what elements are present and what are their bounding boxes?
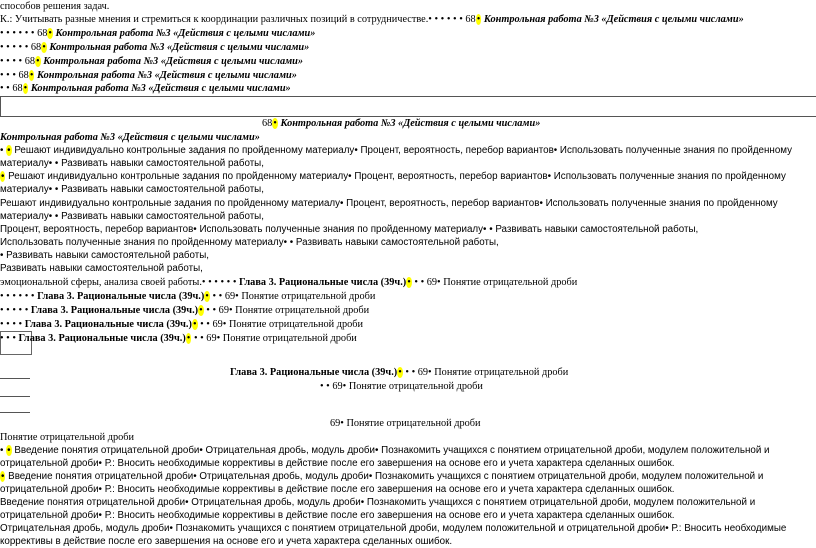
text-segment: материалу• • Развивать навыки самостоятельной работы,	[0, 211, 264, 222]
line-kr-center	[262, 117, 540, 130]
line-r1	[0, 144, 792, 157]
highlighted-bullet: •	[29, 70, 34, 81]
text-segment: Решают индивидуально контрольные задания по пройденному материалу• Процент, вероятность, перебор вариантов• Использовать полученные знания по пройденному	[11, 145, 793, 156]
highlighted-bullet: •	[7, 145, 11, 156]
text-segment: отрицательной дроби• Р.: Вносить необходимые коррективы в действие после его завершения на основе его и учета характера сделанных ошибок.	[0, 510, 675, 521]
text-segment: • • • • •	[0, 305, 31, 316]
text-segment: Введение понятия отрицательной дроби• Отрицательная дробь, модуль дроби• Познакомить учащихся с понятием отрицательной дроби, модулем положительной и	[11, 445, 770, 456]
text-segment: эмоциональной сферы, анализа своей работы.• • • • • •	[0, 277, 239, 288]
line-r8	[0, 236, 499, 249]
text-segment: • • 69• Понятие отрицательной дроби	[411, 277, 578, 288]
line-r6	[0, 210, 264, 223]
heading-text: Глава 3. Рациональные числа (39ч.)	[18, 333, 186, 344]
heading-text: Глава 3. Рациональные числа (39ч.)	[30, 305, 199, 316]
line-g-center	[230, 366, 568, 379]
rule-left-kr-block	[0, 96, 1, 116]
text-segment: • • 69• Понятие отрицательной дроби	[402, 367, 569, 378]
line-g5	[0, 332, 357, 345]
text-segment: Решают индивидуально контрольные задания по пройденному материалу• Процент, вероятность, перебор вариантов• Использовать полученные знания по пройденному	[0, 198, 778, 209]
highlighted-bullet: •	[398, 367, 402, 378]
line-r3	[0, 170, 786, 183]
line-i3	[0, 470, 763, 483]
text-segment: отрицательной дроби• Р.: Вносить необходимые коррективы в действие после его завершения на основе его и учета характера сделанных ошибок.	[0, 484, 675, 495]
line-kr-5	[0, 82, 291, 95]
heading-text: Глава 3. Рациональные числа (39ч.)	[230, 367, 398, 378]
highlighted-bullet: •	[407, 277, 411, 288]
heading-text: Контрольная работа №3 «Действия с целыми числами»	[28, 83, 291, 94]
line-69-a	[320, 380, 483, 393]
line-g4	[0, 318, 363, 331]
heading-text: Контрольная работа №3 «Действия с целыми числами»	[481, 14, 744, 25]
text-segment: 68	[262, 118, 273, 129]
highlighted-bullet: •	[1, 471, 5, 482]
highlighted-bullet: •	[48, 28, 52, 39]
highlighted-bullet: •	[273, 118, 277, 129]
line-i5	[0, 496, 755, 509]
text-segment: материалу• • Развивать навыки самостоятельной работы,	[0, 158, 264, 169]
line-kr-4	[0, 69, 297, 82]
heading-text: Контрольная работа №3 «Действия с целыми числами»	[40, 56, 304, 67]
text-segment: • • • 68	[0, 70, 29, 81]
heading-text: Контрольная работа №3 «Действия с целыми числами»	[277, 118, 541, 129]
text-segment: Использовать полученные знания по пройденному материалу• • Развивать навыки самостоятельной работы,	[0, 237, 499, 248]
rule-short-2	[0, 396, 30, 397]
text-segment: материалу• • Развивать навыки самостоятельной работы,	[0, 184, 264, 195]
text-segment: способов решения задач.	[0, 1, 110, 12]
highlighted-bullet: •	[7, 445, 11, 456]
highlighted-bullet: •	[186, 333, 191, 344]
line-i8	[0, 535, 452, 548]
text-segment: • Развивать навыки самостоятельной работы,	[0, 250, 210, 261]
line-i2	[0, 457, 674, 470]
text-segment: К.: Учитывать разные мнения и стремиться к координации различных позиций в сотрудничестве.• • • • • • 68	[0, 14, 476, 25]
line-r10	[0, 262, 203, 275]
line-concept	[0, 431, 134, 444]
highlighted-bullet: •	[199, 305, 203, 316]
line-r5	[0, 197, 778, 210]
line-kr-1	[0, 27, 315, 40]
line-g2	[0, 290, 375, 303]
text-segment: Введение понятия отрицательной дроби• Отрицательная дробь, модуль дроби• Познакомить учащихся с понятием отрицательной дроби, модулем положительной и	[0, 497, 756, 508]
text-segment: •	[0, 145, 7, 156]
heading-text: Контрольная работа №3 «Действия с целыми числами»	[0, 132, 260, 143]
line-kr-title	[0, 131, 260, 144]
text-segment: отрицательной дроби• Р.: Вносить необходимые коррективы в действие после его завершения на основе его и учета характера сделанных ошибок.	[0, 458, 675, 469]
text-segment: • • 69• Понятие отрицательной дроби	[197, 319, 363, 330]
text-segment: Введение понятия отрицательной дроби• Отрицательная дробь, модуль дроби• Познакомить учащихся с понятием отрицательной дроби, модулем положительной и	[5, 471, 764, 482]
line-r2	[0, 157, 264, 170]
line-i6	[0, 509, 674, 522]
line-g3	[0, 304, 369, 317]
heading-text: Контрольная работа №3 «Действия с целыми числами»	[46, 42, 310, 53]
highlighted-bullet: •	[205, 291, 209, 302]
text-segment: Отрицательная дробь, модуль дроби• Познакомить учащихся с понятием отрицательной дроби, модулем положительной и отрицательной дроби• Р.: Вносить необходимые	[0, 523, 787, 534]
text-segment: Решают индивидуально контрольные задания по пройденному материалу• Процент, вероятность, перебор вариантов• Использовать полученные знания по пройденному	[5, 171, 786, 182]
line-g1	[0, 276, 577, 289]
line-r4	[0, 183, 264, 196]
line-i7	[0, 522, 786, 535]
text-segment: • • 68	[0, 83, 23, 94]
highlighted-bullet: •	[23, 83, 28, 94]
heading-text: Контрольная работа №3 «Действия с целыми числами»	[52, 28, 316, 39]
text-segment: • • 69• Понятие отрицательной дроби	[320, 381, 483, 392]
highlighted-bullet: •	[1, 171, 5, 182]
text-segment: •	[0, 445, 7, 456]
heading-text: Глава 3. Рациональные числа (39ч.)	[37, 291, 205, 302]
text-segment: • • 69• Понятие отрицательной дроби	[191, 333, 357, 344]
heading-text: Глава 3. Рациональные числа (39ч.)	[239, 277, 407, 288]
highlighted-bullet: •	[192, 319, 197, 330]
text-segment: • • • • • 68	[0, 42, 42, 53]
line-k	[0, 13, 744, 26]
text-segment: Процент, вероятность, перебор вариантов• Использовать полученные знания по пройденному материалу• • Развивать навыки самостоятельной работы,	[0, 224, 699, 235]
heading-text: Глава 3. Рациональные числа (39ч.)	[24, 319, 192, 330]
line-i4	[0, 483, 674, 496]
highlighted-bullet: •	[36, 56, 40, 67]
line-i1	[0, 444, 770, 457]
line-r9	[0, 249, 209, 262]
text-segment: коррективы в действие после его завершения на основе его и учета характера сделанных ошибок.	[0, 536, 453, 547]
text-segment: • • 69• Понятие отрицательной дроби	[209, 291, 376, 302]
rule-under-kr-block	[0, 96, 816, 97]
line-69-b	[330, 417, 481, 430]
text-segment: • • • •	[0, 319, 25, 330]
line-kr-3	[0, 55, 303, 68]
text-segment: Понятие отрицательной дроби	[0, 432, 135, 443]
rule-short-1	[0, 378, 30, 379]
text-segment: • • • • • •	[0, 291, 38, 302]
rule-short-3	[0, 412, 30, 413]
highlighted-bullet: •	[476, 14, 481, 25]
heading-text: Контрольная работа №3 «Действия с целыми числами»	[34, 70, 297, 81]
line-r7	[0, 223, 698, 236]
text-segment: 69• Понятие отрицательной дроби	[330, 418, 481, 429]
line-kr-2	[0, 41, 309, 54]
highlighted-bullet: •	[42, 42, 46, 53]
text-segment: • • 69• Понятие отрицательной дроби	[203, 305, 370, 316]
text-segment: Развивать навыки самостоятельной работы,	[0, 263, 203, 274]
text-segment: • • • • 68	[0, 56, 36, 67]
line-methods	[0, 0, 109, 13]
text-segment: • • •	[0, 333, 19, 344]
text-segment: • • • • • • 68	[0, 28, 48, 39]
